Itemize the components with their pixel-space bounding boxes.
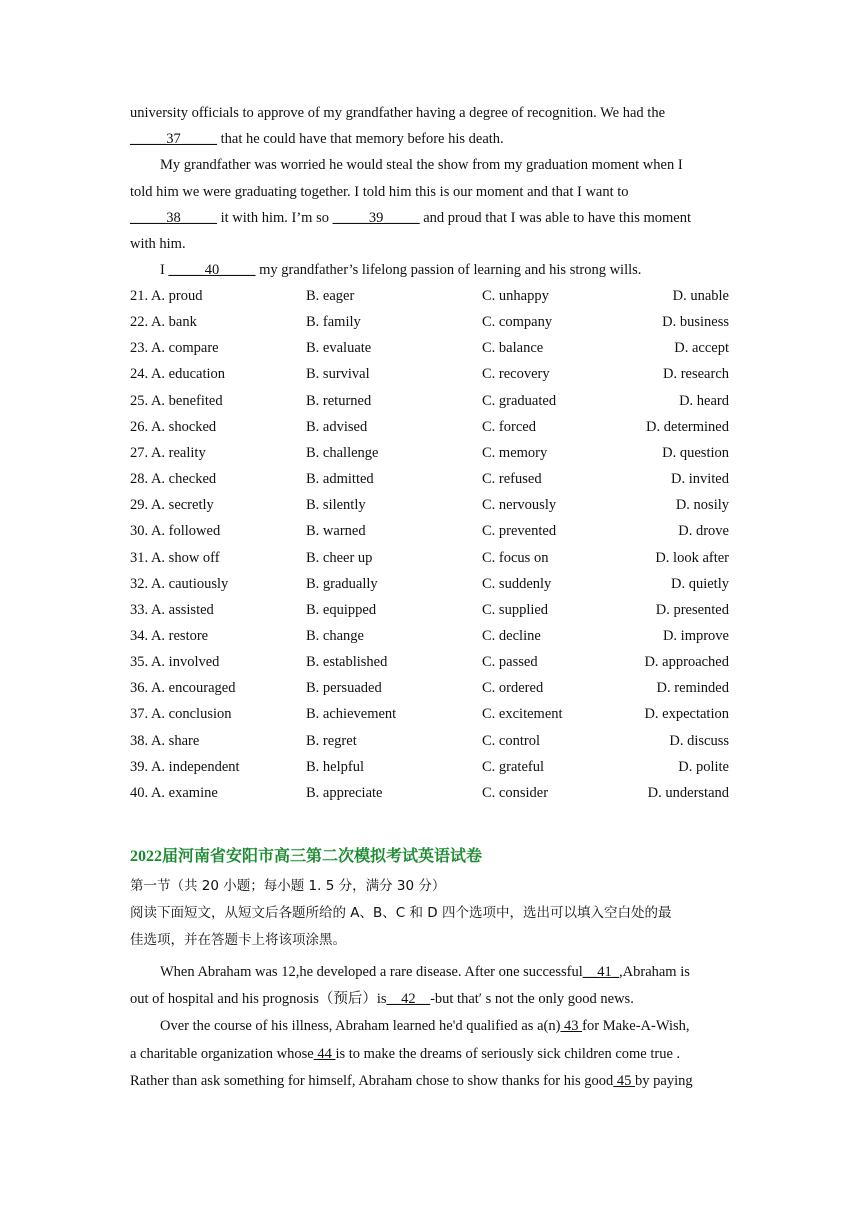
option-a: 34. A. restore <box>130 627 209 644</box>
option-b: B. eager <box>306 288 355 304</box>
option-d: D. drove <box>678 523 729 540</box>
option-c: C. balance <box>482 340 544 357</box>
passage-line <box>160 155 683 175</box>
option-b: B. family <box>306 314 361 331</box>
option-a: 30. A. followed <box>130 523 221 540</box>
text-segment: my grandfather’s lifelong passion of learning and his strong wills. <box>255 262 642 279</box>
text-segment: I <box>160 262 169 279</box>
option-d: D. discuss <box>669 732 729 749</box>
option-c: C. unhappy <box>482 288 549 304</box>
option-b: B. challenge <box>306 444 379 461</box>
option-c: C. company <box>482 314 553 331</box>
text-segment: by paying <box>635 1072 693 1089</box>
passage-line <box>130 129 504 149</box>
text-segment: out of hospital and his prognosis（预后）is <box>130 991 387 1008</box>
option-c: C. grateful <box>482 758 545 775</box>
option-d: D. approached <box>644 654 729 671</box>
option-c: C. suddenly <box>482 575 552 592</box>
option-a: 25. A. benefited <box>130 392 223 409</box>
option-a: 21. A. proud <box>130 288 203 304</box>
option-a: 37. A. conclusion <box>130 706 232 723</box>
option-c: C. nervously <box>482 497 557 514</box>
option-a: 27. A. reality <box>130 444 206 461</box>
passage-2-line <box>130 989 634 1009</box>
option-c: C. control <box>482 732 540 749</box>
text-segment: that he could have that memory before his death. <box>217 131 504 148</box>
text-segment: -but that′ s not the only good news. <box>430 991 634 1008</box>
passage-line <box>130 103 665 123</box>
option-d: D. quietly <box>671 575 729 592</box>
option-b: B. survival <box>306 366 370 383</box>
option-a: 33. A. assisted <box>130 601 214 618</box>
answer-blank: _____37_____ <box>130 131 217 148</box>
option-c: C. prevented <box>482 523 557 540</box>
option-a: 24. A. education <box>130 366 226 383</box>
option-d: D. determined <box>646 418 729 435</box>
option-b: B. appreciate <box>306 784 383 801</box>
option-c: C. graduated <box>482 392 557 409</box>
answer-blank: 44 <box>313 1045 336 1062</box>
text-segment: university officials to approve of my grandfather having a degree of recognition. We had the <box>130 105 666 121</box>
passage-line <box>130 234 186 254</box>
passage-2-line <box>160 962 690 982</box>
text-segment: with him. <box>130 236 186 252</box>
passage-2-line <box>130 1071 693 1091</box>
option-a: 36. A. encouraged <box>130 680 236 697</box>
passage-line <box>160 260 641 280</box>
option-d: D. look after <box>655 549 729 566</box>
option-a: 38. A. share <box>130 732 200 749</box>
option-a: 39. A. independent <box>130 758 240 775</box>
option-c: C. recovery <box>482 366 550 383</box>
option-d: D. business <box>662 314 729 331</box>
option-a: 29. A. secretly <box>130 497 214 514</box>
passage-line <box>130 182 629 202</box>
text-segment: and proud that I was able to have this moment <box>419 209 692 226</box>
option-c: C. excitement <box>482 706 563 723</box>
option-d: D. research <box>662 366 729 383</box>
option-b: B. warned <box>306 523 366 540</box>
text-segment: Rather than ask something for himself, Abraham chose to show thanks for his good <box>130 1072 614 1089</box>
option-c: C. supplied <box>482 601 549 618</box>
option-d: D. expectation <box>644 706 729 723</box>
option-d: D. question <box>662 444 729 461</box>
passage-2-line <box>160 1016 690 1036</box>
option-d: D. improve <box>662 627 729 644</box>
option-c: C. focus on <box>482 549 549 566</box>
passage-line <box>130 208 691 228</box>
text-segment: ,Abraham is <box>619 964 690 980</box>
passage-2-line <box>130 1044 680 1064</box>
option-b: B. persuaded <box>306 680 382 697</box>
option-d: D. unable <box>672 288 729 304</box>
option-b: B. returned <box>306 392 372 409</box>
option-d: D. understand <box>647 784 729 801</box>
option-b: B. regret <box>306 732 357 749</box>
option-c: C. refused <box>482 471 542 488</box>
option-d: D. invited <box>671 471 729 488</box>
option-b: B. equipped <box>306 601 377 618</box>
option-a: 23. A. compare <box>130 340 219 357</box>
section-title: 2022届河南省安阳市高三第二次模拟考试英语试卷 <box>130 848 483 865</box>
option-b: B. gradually <box>306 575 378 592</box>
instructions-line-1: 阅读下面短文，从短文后各题所给的 A、B、C 和 D 四个选项中，选出可以填入空白处的最 <box>130 905 672 921</box>
option-a: 35. A. involved <box>130 654 220 671</box>
text-segment: When Abraham was 12,he developed a rare disease. After one successful <box>160 964 583 980</box>
option-d: D. accept <box>674 340 729 357</box>
option-a: 32. A. cautiously <box>130 575 229 592</box>
instructions-line-2: 佳选项，并在答题卡上将该项涂黑。 <box>130 932 346 948</box>
answer-blank: _____40_____ <box>168 262 256 279</box>
answer-blank: 43 <box>560 1018 583 1035</box>
option-a: 22. A. bank <box>130 314 197 331</box>
option-a: 26. A. shocked <box>130 418 217 435</box>
answer-blank: _____39_____ <box>332 209 420 226</box>
option-d: D. nosily <box>675 497 729 514</box>
option-c: C. passed <box>482 654 538 671</box>
answer-blank: _____38_____ <box>130 209 217 226</box>
option-b: B. evaluate <box>306 340 372 357</box>
option-b: B. admitted <box>306 471 374 488</box>
option-b: B. advised <box>306 418 368 435</box>
option-b: B. established <box>306 654 388 671</box>
option-c: C. decline <box>482 627 541 644</box>
option-a: 40. A. examine <box>130 784 218 801</box>
option-c: C. memory <box>482 444 548 461</box>
text-segment: Over the course of his illness, Abraham learned he'd qualified as a(n) <box>160 1018 561 1035</box>
option-c: C. consider <box>482 784 549 801</box>
option-b: B. cheer up <box>306 549 373 566</box>
option-b: B. silently <box>306 497 366 514</box>
option-b: B. achievement <box>306 706 397 723</box>
option-d: D. heard <box>679 392 729 409</box>
option-d: D. presented <box>655 601 729 618</box>
option-a: 28. A. checked <box>130 471 217 488</box>
option-d: D. reminded <box>656 680 729 697</box>
text-segment: is to make the dreams of seriously sick children come true . <box>335 1045 681 1062</box>
text-segment: a charitable organization whose <box>130 1045 314 1062</box>
text-segment: it with him. I’m so <box>217 209 333 226</box>
option-a: 31. A. show off <box>130 549 220 566</box>
text-segment: for Make-A-Wish, <box>582 1018 690 1035</box>
answer-blank: 45 <box>613 1072 636 1089</box>
option-c: C. ordered <box>482 680 544 697</box>
answer-blank: __41_ <box>582 964 620 980</box>
text-segment: told him we were graduating together. I told him this is our moment and that I want to <box>130 183 629 200</box>
option-d: D. polite <box>678 758 729 775</box>
text-segment: My grandfather was worried he would steal the show from my graduation moment when I <box>160 157 683 174</box>
section-info: 第一节（共 20 小题；每小题 1. 5 分，满分 30 分） <box>130 878 446 894</box>
option-c: C. forced <box>482 418 536 435</box>
option-b: B. change <box>306 627 364 644</box>
option-b: B. helpful <box>306 758 364 775</box>
answer-blank: __42__ <box>386 991 431 1008</box>
